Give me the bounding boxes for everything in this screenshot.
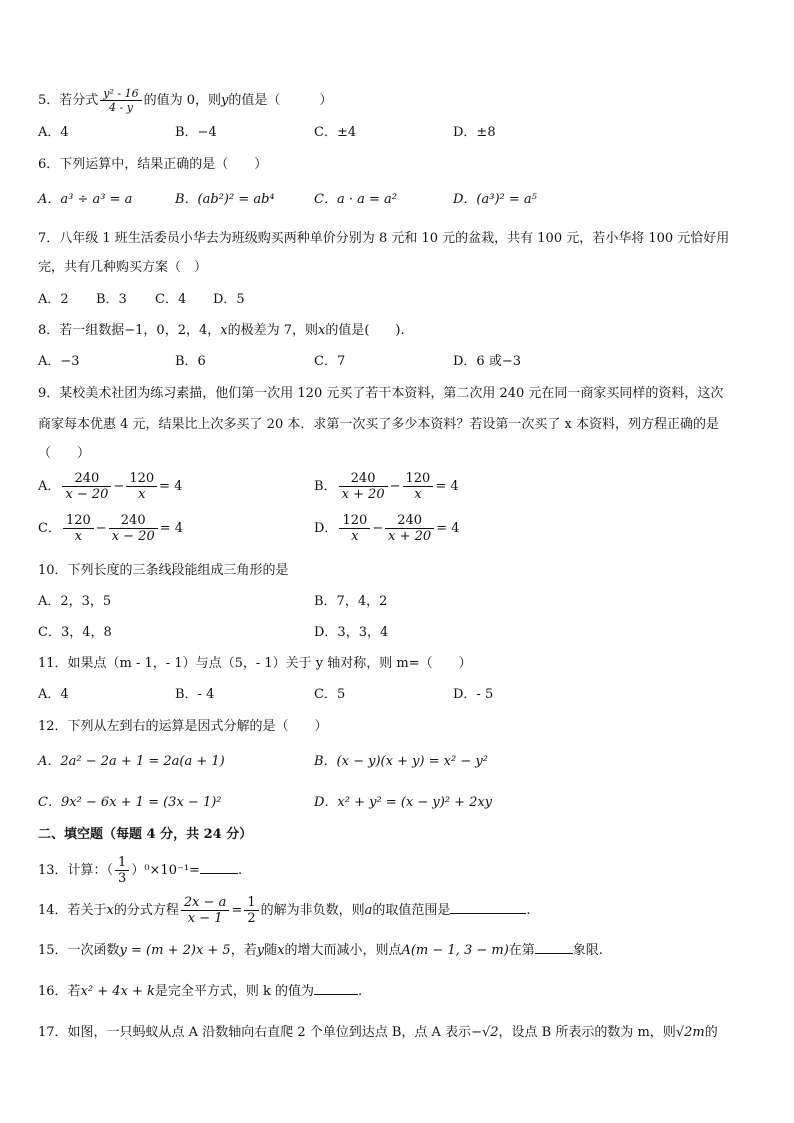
q7-option-a: A．2 (38, 292, 69, 307)
q15-end: 象限. (572, 943, 603, 958)
q13-end: . (237, 863, 243, 878)
q12-option-d: D．x² + y² = (x − y)² + 2xy (314, 795, 493, 810)
q5-option-b: B．−4 (175, 125, 217, 140)
q9-b-d1: x + 20 (341, 487, 385, 502)
q17-end: 的 (704, 1025, 718, 1040)
q14-n1: 2x − a (181, 895, 230, 911)
q7-option-d: D．5 (213, 292, 245, 307)
q17-prefix: 17．如图，一只蚂蚁从点 A 沿数轴向右直爬 2 个单位到达点 B，点 A 表示 (38, 1025, 472, 1040)
question-7-line-2: 完，共有几种购买方案（ ） (38, 260, 208, 275)
q9-b-n1: 240 (339, 471, 388, 487)
question-9-line-3: （ ） (38, 446, 91, 461)
question-8 (38, 322, 405, 340)
q9-a-n2: 120 (126, 471, 157, 487)
q9-c-rhs: = 4 (159, 521, 184, 536)
q14-frac-right (244, 895, 258, 926)
q9-b-frac-2 (403, 471, 434, 502)
q15-mid2: 随 (264, 943, 278, 958)
question-12: 12．下列从左到右的运算是因式分解的是（ ） (38, 719, 328, 734)
q9-b-d2: x (414, 487, 422, 502)
question-10: 10．下列长度的三条线段能组成三角形的是 (38, 563, 289, 578)
q6-option-b: B．(ab²)² = ab⁴ (175, 192, 275, 207)
q8-option-b: B．6 (175, 354, 206, 369)
q16-expr: x² + 4x + k (80, 984, 155, 999)
q9-b-rhs: = 4 (435, 479, 459, 494)
q14-answer-blank[interactable] (450, 901, 526, 914)
q5-frac-num: y² - 16 (100, 87, 141, 101)
q14-end: . (526, 903, 531, 918)
q9-a-rhs: = 4 (159, 479, 183, 494)
q8-var: x (220, 323, 228, 338)
q12-option-a: A．2a² − 2a + 1 = 2a(a + 1) (38, 754, 225, 769)
q9-d-label: D． (314, 521, 338, 536)
q9-d-d2: x + 20 (388, 529, 432, 544)
q9-option-a: A． $\frac{240}{x - 20}$ − $\frac{120}{x}$ = 4 (38, 471, 183, 502)
q16-end: . (358, 984, 363, 999)
question-16 (38, 982, 362, 1001)
q9-c-label: C． (38, 521, 61, 536)
q14-frac-left (181, 895, 230, 926)
q8-var-2: x (318, 323, 326, 338)
q9-c-d2: x − 20 (111, 529, 155, 544)
question-6: 6．下列运算中，结果正确的是（ ） (38, 157, 268, 172)
q9-a-d2: x (138, 487, 146, 502)
q15-expr: y = (m + 2)x + 5 (119, 943, 231, 958)
q14-var: x (106, 903, 114, 918)
q13-frac-num: 1 (115, 855, 129, 871)
question-17 (38, 1024, 718, 1042)
q5-frac-den: 4 - y (108, 101, 133, 114)
q11-option-a: A．4 (38, 687, 69, 702)
question-7-line-1: 7．八年级 1 班生活委员小华去为班级购买两种单价分别为 8 元和 10 元的盆栽，共有 100 元，若小华将 100 元恰好用 (38, 231, 730, 246)
q9-c-d1: x (74, 529, 83, 544)
section-2-heading: 二、填空题（每题 4 分，共 24 分） (38, 827, 253, 842)
q9-c-n2: 240 (109, 513, 158, 529)
q9-b-label: B． (314, 479, 337, 494)
q13-fraction (115, 855, 129, 886)
q11-option-b: B．- 4 (175, 687, 215, 702)
q6-option-d: D．(a³)² = a⁵ (453, 192, 537, 207)
q10-option-c: C．3，4，8 (38, 625, 112, 640)
question-11: 11．如果点（m - 1，- 1）与点（5，- 1）关于 y 轴对称，则 m=（ ） (38, 656, 472, 671)
question-13 (38, 855, 242, 886)
q7-option-c: C．4 (155, 292, 187, 307)
q10-option-d: D．3，3，4 (314, 625, 389, 640)
q9-a-n1: 240 (62, 471, 111, 487)
q9-b-frac-1 (339, 471, 388, 502)
q14-rest: 的解为非负数，则 (260, 903, 365, 918)
q5-prefix: 5．若分式 (38, 93, 99, 108)
q5-suffix: 的值是（ ） (228, 93, 333, 108)
q5-mid: 的值为 0，则 (143, 93, 222, 108)
q5-option-a: A．4 (38, 125, 69, 140)
q14-var2: a (364, 903, 373, 918)
q15-tail: 在第 (508, 943, 535, 958)
q14-tail: 的取值范围是 (372, 903, 451, 918)
q15-mid: ，若 (230, 943, 257, 958)
q16-prefix: 16．若 (38, 984, 81, 999)
question-14 (38, 895, 531, 926)
q6-option-c: C．a · a = a² (314, 192, 397, 207)
q12-option-c: C．9x² − 6x + 1 = (3x − 1)² (38, 795, 222, 810)
q9-c-frac-1 (63, 513, 94, 544)
q9-b-n2: 120 (403, 471, 434, 487)
q8-option-d: D．6 或−3 (453, 354, 521, 369)
q8-option-a: A．−3 (38, 354, 80, 369)
q8-stem-b: 的极差为 7，则 (227, 323, 318, 338)
q14-mid: 的分式方程 (113, 903, 179, 918)
q15-mid3: 的增大而减小，则点 (284, 943, 402, 958)
q5-var: y (221, 93, 229, 108)
q9-option-b: B． $\frac{240}{x + 20}$ − $\frac{120}{x}$ = 4 (314, 471, 459, 502)
q13-suffix: ）⁰×10⁻¹= (131, 863, 200, 878)
q9-d-rhs: = 4 (436, 521, 460, 536)
q15-answer-blank[interactable] (535, 941, 573, 954)
q9-d-frac-2 (385, 513, 434, 544)
q17-neg: −√2 (471, 1025, 499, 1040)
q9-option-c: C． $\frac{120}{x}$ − $\frac{240}{x - 20}$ = 4 (38, 513, 184, 544)
question-9-line-1: 9．某校美术社团为练习素描，他们第一次用 120 元买了若干本资料，第二次用 240 元在同一商家买同样的资料，这次 (38, 386, 724, 401)
q16-mid: 是完全平方式，则 k 的值为 (154, 984, 315, 999)
q13-frac-den: 3 (118, 871, 127, 886)
q11-option-c: C．5 (314, 687, 346, 702)
q14-prefix: 14．若关于 (38, 903, 107, 918)
q9-a-d1: x − 20 (65, 487, 109, 502)
q9-d-d1: x (351, 529, 359, 544)
q9-a-label: A． (38, 479, 61, 494)
q6-option-a: A．a³ ÷ a³ = a (38, 192, 133, 207)
q14-d2: 2 (247, 911, 256, 926)
q9-a-frac-2 (126, 471, 157, 502)
q8-stem-c: 的值是( ). (325, 323, 405, 338)
q17-expr: √2m (675, 1025, 705, 1040)
q12-option-b: B．(x − y)(x + y) = x² − y² (314, 754, 488, 769)
q14-eq: = (231, 903, 243, 918)
q9-c-frac-2 (109, 513, 158, 544)
q8-stem-a: 8．若一组数据−1，0，2，4， (38, 323, 221, 338)
q11-option-d: D．- 5 (453, 687, 494, 702)
q17-mid: ，设点 B 所表示的数为 m，则 (498, 1025, 676, 1040)
q16-answer-blank[interactable] (314, 982, 358, 995)
q13-answer-blank[interactable] (200, 861, 238, 874)
q9-option-d: D． $\frac{120}{x}$ − $\frac{240}{x + 20}$ = 4 (314, 513, 460, 544)
q15-point: A(m − 1, 3 − m) (401, 943, 509, 958)
q10-option-b: B．7，4，2 (314, 594, 388, 609)
q9-c-n1: 120 (63, 513, 94, 529)
q8-option-c: C．7 (314, 354, 346, 369)
question-5 (38, 87, 332, 114)
q9-a-frac-1 (62, 471, 111, 502)
q5-option-c: C．±4 (314, 125, 357, 140)
q14-n2: 1 (244, 895, 258, 911)
q15-prefix: 15．一次函数 (38, 943, 120, 958)
q9-d-n2: 240 (385, 513, 434, 529)
q15-var: y (256, 943, 265, 958)
q15-var2: x (277, 943, 285, 958)
q5-option-d: D．±8 (453, 125, 496, 140)
q14-d1: x − 1 (187, 911, 223, 926)
q7-option-b: B．3 (96, 292, 127, 307)
q13-prefix: 13．计算：（ (38, 863, 114, 878)
q9-d-n1: 120 (339, 513, 370, 529)
question-9-line-2: 商家每本优惠 4 元，结果比上次多买了 20 本．求第一次买了多少本资料？若设第一次买了 x 本资料，列方程正确的是 (38, 417, 719, 432)
q10-option-a: A．2，3，5 (38, 594, 112, 609)
q5-fraction (100, 87, 141, 114)
question-15 (38, 941, 603, 960)
q9-d-frac-1 (339, 513, 370, 544)
